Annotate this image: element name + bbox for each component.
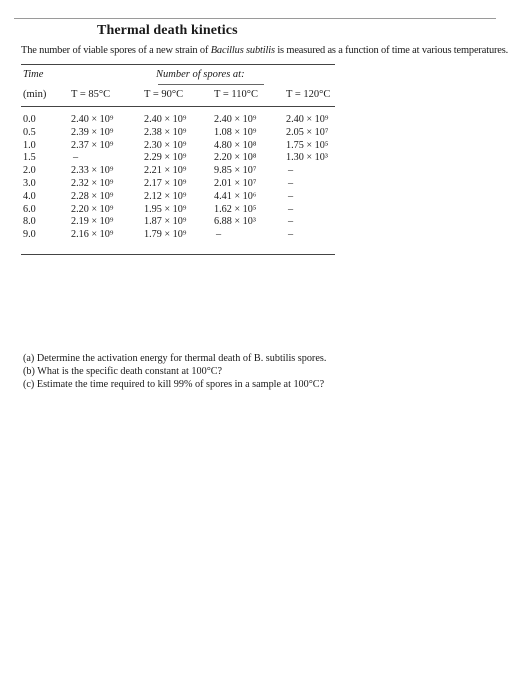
spore-count-cell: 1.95 × 10⁹ — [144, 203, 187, 215]
time-cell: 1.5 — [23, 152, 36, 164]
spore-count-cell: 9.85 × 10⁷ — [214, 165, 257, 177]
spore-count-cell: 2.30 × 10⁹ — [144, 139, 187, 151]
spore-count-cell: 2.40 × 10⁹ — [286, 114, 329, 125]
spore-count-cell: 2.39 × 10⁹ — [71, 126, 114, 138]
spore-count-cell: 1.62 × 10⁵ — [214, 203, 257, 215]
spore-count-cell: 4.80 × 10⁸ — [214, 139, 257, 151]
intro-text-end: is measured as a function of time at various temperatures. — [274, 45, 509, 56]
time-cell: 8.0 — [23, 216, 36, 228]
spore-count-cell: 4.41 × 10⁶ — [214, 190, 257, 202]
spore-count-cell: – — [288, 165, 294, 177]
spore-count-cell: 2.19 × 10⁹ — [71, 216, 114, 228]
time-cell: 9.0 — [23, 229, 36, 241]
spore-count-cell: 2.33 × 10⁹ — [71, 165, 114, 177]
spore-count-cell: 1.30 × 10³ — [286, 152, 328, 164]
spore-count-cell: 2.40 × 10⁹ — [71, 114, 114, 125]
spore-count-cell: – — [288, 203, 294, 215]
spore-count-cell: 6.88 × 10³ — [214, 216, 256, 228]
spore-count-cell: 1.08 × 10⁹ — [214, 126, 257, 138]
organism-name: Bacillus subtilis — [210, 45, 275, 56]
time-cell: 0.5 — [23, 126, 36, 138]
page-title: Thermal death kinetics — [97, 23, 238, 38]
spore-count-cell: 2.40 × 10⁹ — [214, 114, 257, 125]
time-cell: 1.0 — [23, 139, 36, 151]
spore-count-cell: – — [216, 229, 222, 241]
spore-count-cell: 1.87 × 10⁹ — [144, 216, 187, 228]
spore-count-cell: 2.16 × 10⁹ — [71, 229, 114, 241]
intro-paragraph — [21, 45, 509, 56]
spore-count-cell: 2.05 × 10⁷ — [286, 126, 329, 138]
spore-count-cell: 2.17 × 10⁹ — [144, 178, 187, 189]
time-cell: 6.0 — [23, 203, 36, 215]
spore-count-cell: 2.40 × 10⁹ — [144, 114, 187, 125]
spore-count-cell: 2.28 × 10⁹ — [71, 190, 114, 202]
spore-count-cell: – — [288, 216, 294, 228]
column-header-3: T = 110°C — [214, 89, 258, 100]
time-cell: 0.0 — [23, 114, 36, 125]
question-c: (c) Estimate the time required to kill 99% of spores in a sample at 100°C? — [23, 379, 325, 390]
time-unit: (min) — [23, 89, 47, 100]
table-bottom-rule — [21, 254, 335, 255]
table-top-rule — [21, 64, 335, 65]
spore-count-cell: – — [288, 178, 294, 189]
spore-count-cell: 1.75 × 10⁵ — [286, 139, 329, 151]
spore-count-cell: 2.01 × 10⁷ — [214, 178, 257, 189]
spore-count-cell: – — [288, 229, 294, 241]
spore-count-cell: – — [288, 190, 294, 202]
time-cell: 2.0 — [23, 165, 36, 177]
spore-count-cell: 2.12 × 10⁹ — [144, 190, 187, 202]
column-header-1: T = 85°C — [71, 89, 111, 100]
column-header-4: T = 120°C — [286, 89, 331, 100]
spore-count-cell: 2.32 × 10⁹ — [71, 178, 114, 189]
question-a: (a) Determine the activation energy for thermal death of B. subtilis spores. — [23, 353, 327, 364]
spore-count-cell: 2.20 × 10⁸ — [214, 152, 257, 164]
question-b: (b) What is the specific death constant at 100°C? — [23, 366, 223, 377]
table-header-rule — [21, 106, 335, 107]
spore-count-cell: 2.20 × 10⁹ — [71, 203, 114, 215]
group-header-underline — [158, 84, 264, 85]
spore-count-cell: 2.29 × 10⁹ — [144, 152, 187, 164]
spore-count-cell: 2.21 × 10⁹ — [144, 165, 187, 177]
spore-count-cell: 2.38 × 10⁹ — [144, 126, 187, 138]
time-cell: 4.0 — [23, 190, 36, 202]
top-rule — [14, 18, 496, 19]
time-header: Time — [23, 69, 44, 80]
column-header-2: T = 90°C — [144, 89, 184, 100]
time-cell: 3.0 — [23, 178, 36, 189]
spore-count-cell: 1.79 × 10⁹ — [144, 229, 187, 241]
spore-count-cell: – — [73, 152, 79, 164]
group-header: Number of spores at: — [156, 69, 245, 80]
spore-count-cell: 2.37 × 10⁹ — [71, 139, 114, 151]
question-list — [23, 353, 326, 392]
intro-text-start: The number of viable spores of a new strain of — [21, 45, 211, 56]
